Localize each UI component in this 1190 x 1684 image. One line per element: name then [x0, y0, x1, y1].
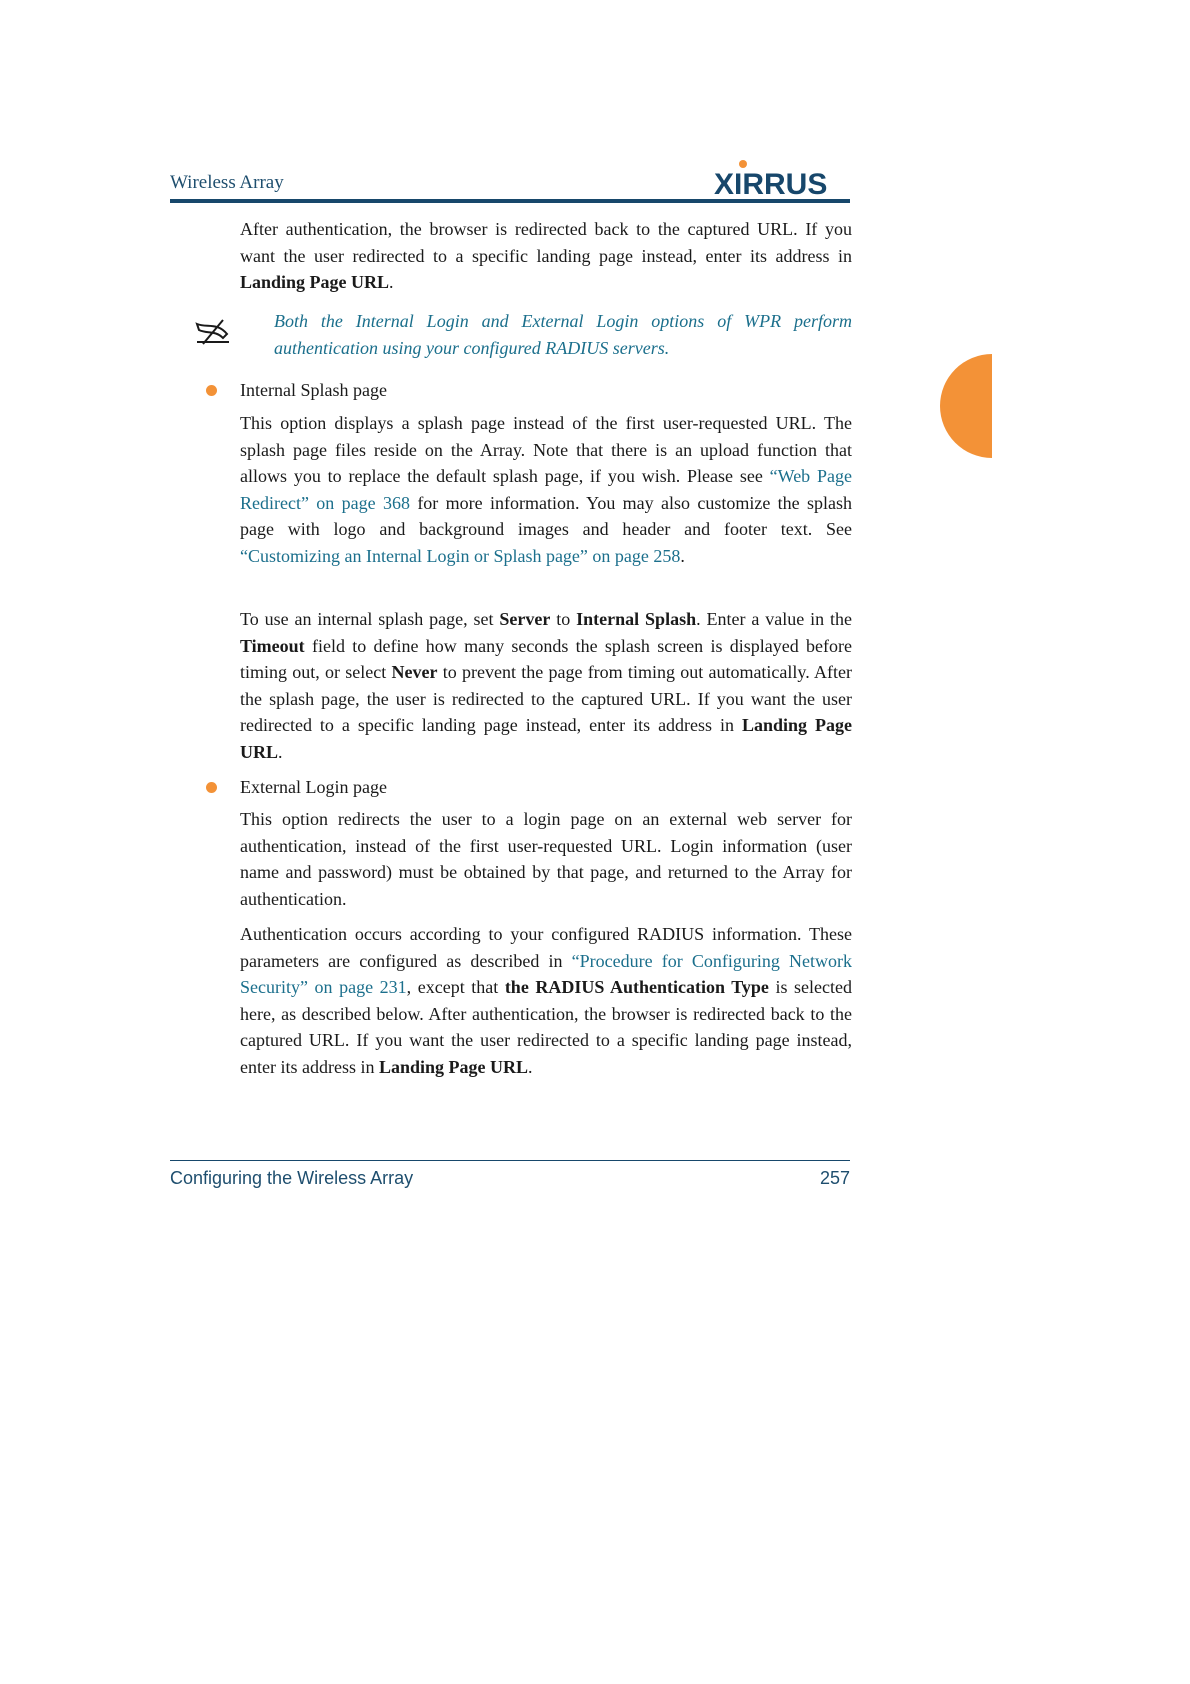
link-web-page-redirect[interactable]: “Web Page Redirect” on page 368	[240, 466, 853, 513]
internal-p2-period: .	[278, 741, 283, 762]
external-p2-period: .	[528, 1056, 533, 1077]
logo-text: XIRRUS	[714, 168, 828, 198]
logo-dot	[739, 160, 747, 168]
internal-p2-bold-landing: Landing Page URL	[240, 715, 852, 762]
intro-bold: Landing Page URL	[240, 272, 390, 292]
bullet-external	[206, 782, 217, 793]
external-login-label: External Login page	[240, 777, 387, 797]
footer-page-number: 257	[819, 1168, 850, 1188]
external-p1-text: This option redirects the user to a login page on an external web server for authentication, instead of the first user-requested URL. Login information (user name and password) must be obtained by that page, and returned to the Array for authentication.	[240, 809, 852, 909]
internal-p1-text-2: for more information. You may also customize the splash page with logo and background images and header and footer text. See	[240, 492, 852, 539]
internal-p2-text-4: field to define how many seconds the splash screen is displayed before timing out, or select	[240, 635, 852, 682]
footer-rule	[170, 1160, 850, 1161]
internal-p2-bold-timeout: Timeout	[240, 635, 305, 656]
note-text: Both the Internal Login and External Login options of WPR perform authentication using your configured RADIUS servers.	[274, 311, 852, 358]
intro-period: .	[389, 272, 394, 292]
intro-text: After authentication, the browser is redirected back to the captured URL. If you want the user redirected to a specific landing page instead, enter its address in	[240, 219, 852, 266]
external-p2-text-3: is selected here, as described below. After authentication, the browser is redirected back to the captured URL. If you want the user redirected to a specific landing page instead, enter its address in	[240, 977, 852, 1077]
internal-p2-text-5: to prevent the page from timing out automatically. After the splash page, the user is redirected to the captured URL. If you want the user redirected to a specific landing page instead, enter its address in	[240, 662, 852, 735]
footer-chapter-title: Configuring the Wireless Array	[170, 1168, 414, 1188]
external-p2-text-1: Authentication occurs according to your configured RADIUS information. These parameters are configured as described in	[240, 924, 852, 971]
note-pen-icon	[193, 316, 233, 348]
internal-paragraph-2	[240, 606, 852, 765]
internal-p2-bold-never: Never	[391, 662, 438, 682]
external-p2-bold-landing: Landing Page URL	[378, 1056, 528, 1077]
internal-p2-text-2: to	[550, 609, 577, 629]
chapter-tab	[940, 354, 992, 458]
link-procedure-network-security[interactable]: “Procedure for Configuring Network Security” on page 231	[240, 950, 852, 997]
internal-paragraph-1	[240, 410, 852, 569]
external-paragraph-2	[240, 921, 852, 1080]
internal-p1-text: This option displays a splash page instead of the first user-requested URL. The splash page files reside on the Array. Note that there is an upload function that allows you to replace the default splash page, if you wish. Please see	[240, 413, 852, 486]
external-p2-text-2: , except that	[406, 977, 505, 997]
xirrus-logo	[714, 158, 850, 198]
internal-p2-bold-internal-splash: Internal Splash	[576, 609, 697, 629]
internal-p2-text-1: To use an internal splash page, set	[240, 609, 500, 629]
header-title: Wireless Array	[170, 172, 284, 193]
link-customizing-internal-login[interactable]: “Customizing an Internal Login or Splash page” on page 258	[240, 545, 681, 566]
internal-p1-period: .	[680, 545, 685, 566]
header-rule	[170, 199, 850, 203]
internal-p2-text-3: . Enter a value in the	[696, 609, 852, 629]
internal-p2-bold-server: Server	[499, 609, 551, 629]
internal-splash-label: Internal Splash page	[240, 380, 387, 400]
external-p2-bold-radius: the RADIUS Authentication Type	[504, 977, 769, 997]
intro-paragraph	[240, 216, 852, 296]
bullet-internal	[206, 385, 217, 396]
external-paragraph-1	[240, 806, 852, 912]
